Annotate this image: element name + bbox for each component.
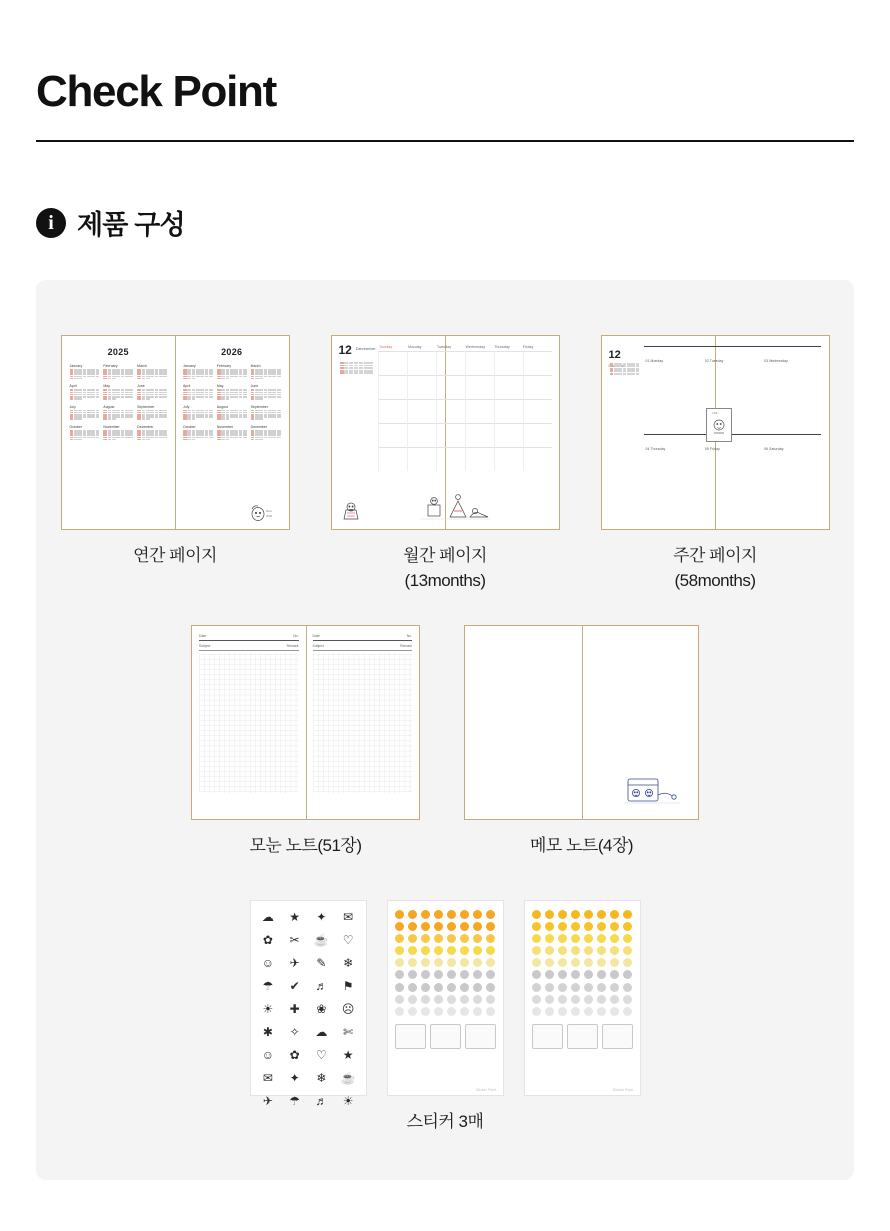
mini-month-dots: [217, 430, 247, 440]
mini-month: February: [103, 364, 133, 379]
sticker-glyph: ☂: [289, 1094, 300, 1108]
weekly-day-cell: 04 Thursday: [644, 434, 703, 522]
weekday-wednesday: Wednesday: [465, 345, 486, 349]
mini-month: August: [103, 405, 133, 420]
no-label: No.: [406, 634, 412, 638]
item-caption-main: 연간 페이지: [133, 546, 217, 565]
mini-calendar: [610, 363, 640, 375]
weekly-day-columns: [644, 346, 822, 521]
sticker-glyph: ☂: [262, 979, 274, 993]
grid-note-header: [199, 634, 299, 641]
mini-month-dots: [251, 410, 281, 420]
mini-month-dots: [217, 369, 247, 379]
mini-calendar-dots: [610, 363, 640, 375]
mini-month-grid-2026: [183, 364, 281, 440]
mini-month: October: [183, 425, 213, 440]
mini-month: August: [217, 405, 247, 420]
sticker-glyph: ❀: [316, 1002, 327, 1016]
sticker-glyph: ☀: [262, 1002, 274, 1016]
product-item-grid-note: [191, 625, 420, 859]
mini-month-dots: [183, 369, 213, 379]
sticker-glyph: ✔: [289, 979, 300, 993]
mini-month: October: [70, 425, 100, 440]
mini-month: March: [251, 364, 281, 379]
mini-month: April: [70, 384, 100, 399]
sticker-sheet-mono: [250, 900, 367, 1108]
sticker-glyph: ❄: [343, 956, 354, 970]
mini-month: December: [137, 425, 167, 440]
grid-area: [199, 654, 299, 793]
mini-month-dots: [183, 410, 213, 420]
mini-month: March: [137, 364, 167, 379]
label-sticker-boxes: [532, 1024, 633, 1049]
sticker-sheet-orange-dots: [387, 900, 504, 1096]
product-row-1: [36, 335, 854, 593]
weekly-spread-image: [601, 335, 830, 530]
weekday-friday: Friday: [522, 345, 534, 349]
mini-month-dots: [103, 430, 133, 440]
item-caption-main: 주간 페이지: [673, 546, 757, 565]
item-caption: [407, 1110, 484, 1135]
sticker-glyph: ♡: [315, 1048, 327, 1062]
sticker-glyph: ♬: [315, 979, 328, 993]
sticker-glyph: ☁: [261, 910, 274, 924]
mini-month-dots: [70, 369, 100, 379]
product-item-yearly: [61, 335, 290, 593]
grid-note-subheader: [313, 641, 413, 651]
mini-month: May: [217, 384, 247, 399]
sticker-glyph: ✚: [289, 1002, 300, 1016]
dot-sticker-grid: [532, 910, 633, 1016]
mini-month-dots: [70, 410, 100, 420]
mini-month: January: [183, 364, 213, 379]
mini-calendar: [340, 362, 373, 374]
mini-month: June: [137, 384, 167, 399]
mini-month-dots: [251, 430, 281, 440]
sheet-footer-text: Sticker Point: [476, 1088, 497, 1092]
mini-month-dots: [137, 430, 167, 440]
product-row-3: [36, 900, 854, 1135]
product-item-memo-note: [464, 625, 699, 859]
doodle-icon: [616, 765, 688, 811]
section-title: 제품 구성: [77, 210, 185, 240]
memo-notebook-spread-image: [464, 625, 699, 820]
sticker-glyph: ✦: [316, 910, 327, 924]
sheet-footer-text: Sticker Point: [613, 1088, 634, 1092]
yearly-spread-image: [61, 335, 290, 530]
remark-label: Remark: [400, 644, 412, 648]
mini-month: May: [103, 384, 133, 399]
sticker-glyph: ☀: [342, 1094, 354, 1108]
grid-area: [313, 654, 413, 793]
product-composition-panel: [36, 280, 854, 1180]
mini-month: December: [251, 425, 281, 440]
sticker-sheet-group: [250, 900, 641, 1108]
sticker-sheet-yellow-dots: [524, 900, 641, 1096]
item-caption: [133, 544, 217, 569]
sticker-glyph: ✈: [262, 1094, 273, 1108]
sticker-glyph: ⚑: [342, 979, 354, 993]
header-divider: [36, 140, 854, 142]
monthly-page-inner: [332, 336, 559, 529]
sticker-glyph: ✎: [316, 956, 327, 970]
mini-month-dots: [251, 389, 281, 399]
item-caption-main: 모눈 노트(51장): [249, 836, 362, 855]
year-label-2025: 2025: [107, 347, 129, 357]
mini-month-grid-2025: [70, 364, 168, 440]
mini-month-dots: [137, 410, 167, 420]
subject-label: Subject: [199, 644, 211, 648]
mini-month-dots: [103, 410, 133, 420]
weekly-day-cell: 06 Saturday: [762, 434, 821, 522]
sticker-glyph: ☺: [261, 1048, 274, 1062]
month-number: 12: [338, 343, 352, 357]
mini-month: February: [217, 364, 247, 379]
grid-note-left-page: [192, 626, 306, 819]
page-header: [36, 67, 854, 142]
weekly-day-cell: 05 Friday: [703, 434, 762, 522]
doodle-icon: [420, 483, 490, 525]
sticker-glyph: ☹: [341, 1002, 355, 1016]
item-caption-sub: (58months): [674, 570, 756, 590]
no-label: No.: [293, 634, 299, 638]
monthly-spread-image: [331, 335, 560, 530]
product-item-stickers: [250, 900, 641, 1135]
sticker-glyph: ✧: [289, 1025, 300, 1039]
mini-month-dots: [70, 389, 100, 399]
dot-sticker-grid: [395, 910, 496, 1016]
weekly-day-cell: 03 Wednesday: [762, 346, 821, 434]
sticker-glyph: ✄: [343, 1025, 354, 1039]
mini-month-dots: [183, 430, 213, 440]
mini-month-dots: [217, 410, 247, 420]
weekday-tuesday: Tuesday: [436, 345, 452, 349]
mini-calendar-dots: [340, 362, 373, 374]
spread-gutter: [582, 626, 583, 819]
mini-month: November: [217, 425, 247, 440]
item-caption: [249, 834, 361, 859]
sticker-glyph: ☁: [315, 1025, 328, 1039]
mono-sticker-grid: [256, 907, 361, 1112]
svg-text:2026: 2026: [265, 514, 272, 518]
weekday-sunday: Sunday: [379, 345, 393, 349]
weekday-monday: Monday: [408, 345, 422, 349]
mini-month-dots: [103, 369, 133, 379]
mini-month: September: [251, 405, 281, 420]
doodle-icon: [706, 408, 732, 442]
sticker-glyph: ❄: [316, 1071, 327, 1085]
mini-month-dots: [137, 369, 167, 379]
item-caption: [403, 544, 487, 593]
sticker-glyph: ✿: [289, 1048, 300, 1062]
sticker-glyph: ✱: [262, 1025, 273, 1039]
mini-month-dots: [103, 389, 133, 399]
weekly-day-cell: 01 Monday: [644, 346, 703, 434]
sticker-glyph: ✿: [262, 933, 273, 947]
info-icon: i: [36, 208, 66, 238]
date-label: Date: [199, 634, 207, 638]
mini-month-dots: [217, 389, 247, 399]
svg-text:13m /: 13m /: [711, 411, 719, 415]
sticker-glyph: ✂: [289, 933, 300, 947]
mini-month-dots: [183, 389, 213, 399]
page-title: Check Point: [36, 67, 276, 116]
remark-label: Remark: [286, 644, 299, 648]
yearly-left-page: [62, 336, 176, 529]
item-caption-sub: (13months): [404, 570, 486, 590]
product-row-2: [36, 625, 854, 859]
sticker-glyph: ✉: [343, 910, 354, 924]
product-item-monthly: [331, 335, 560, 593]
mini-month: September: [137, 405, 167, 420]
sticker-glyph: ☺: [261, 956, 274, 970]
yearly-right-page: [175, 336, 289, 529]
mini-month: November: [103, 425, 133, 440]
section-heading: [36, 203, 185, 242]
sticker-glyph: ☕: [313, 933, 329, 947]
mini-month: April: [183, 384, 213, 399]
weekday-header: [380, 345, 552, 349]
doodle-icon: [338, 499, 364, 525]
monthly-day-grid: [378, 351, 553, 471]
month-number: 12: [608, 349, 621, 361]
item-caption: [673, 544, 757, 593]
sticker-glyph: ✦: [289, 1071, 300, 1085]
mini-month: June: [251, 384, 281, 399]
item-caption-main: 메모 노트(4장): [529, 836, 634, 855]
doodle-icon: [247, 500, 281, 524]
mini-month-dots: [137, 389, 167, 399]
mini-month-dots: [70, 430, 100, 440]
item-caption: [530, 834, 633, 859]
sticker-glyph: ♡: [342, 933, 354, 947]
svg-text:Dear: Dear: [265, 509, 272, 513]
mini-month: January: [70, 364, 100, 379]
sticker-glyph: ★: [289, 910, 300, 924]
month-name: December: [355, 346, 376, 351]
sticker-glyph: ✉: [262, 1071, 273, 1085]
sticker-glyph: ♬: [315, 1094, 328, 1108]
grid-notebook-spread-image: [191, 625, 420, 820]
item-caption-main: 스티커 3매: [406, 1112, 484, 1131]
grid-note-subheader: [199, 641, 299, 651]
weekly-day-cell: 02 Tuesday: [703, 346, 762, 434]
subject-label: Subject: [312, 644, 324, 648]
sticker-glyph: ☕: [340, 1071, 356, 1085]
weekday-thursday: Thursday: [494, 345, 510, 349]
mini-month: July: [183, 405, 213, 420]
label-sticker-boxes: [395, 1024, 496, 1049]
date-label: Date: [312, 634, 320, 638]
grid-note-header: [313, 634, 413, 641]
mini-month: July: [70, 405, 100, 420]
year-label-2026: 2026: [221, 347, 243, 357]
grid-note-right-page: [306, 626, 420, 819]
sticker-glyph: ✈: [289, 956, 300, 970]
mini-month-dots: [251, 369, 281, 379]
weekly-page-inner: [602, 336, 829, 529]
product-item-weekly: [601, 335, 830, 593]
item-caption-main: 월간 페이지: [403, 546, 487, 565]
sticker-glyph: ★: [342, 1048, 354, 1062]
